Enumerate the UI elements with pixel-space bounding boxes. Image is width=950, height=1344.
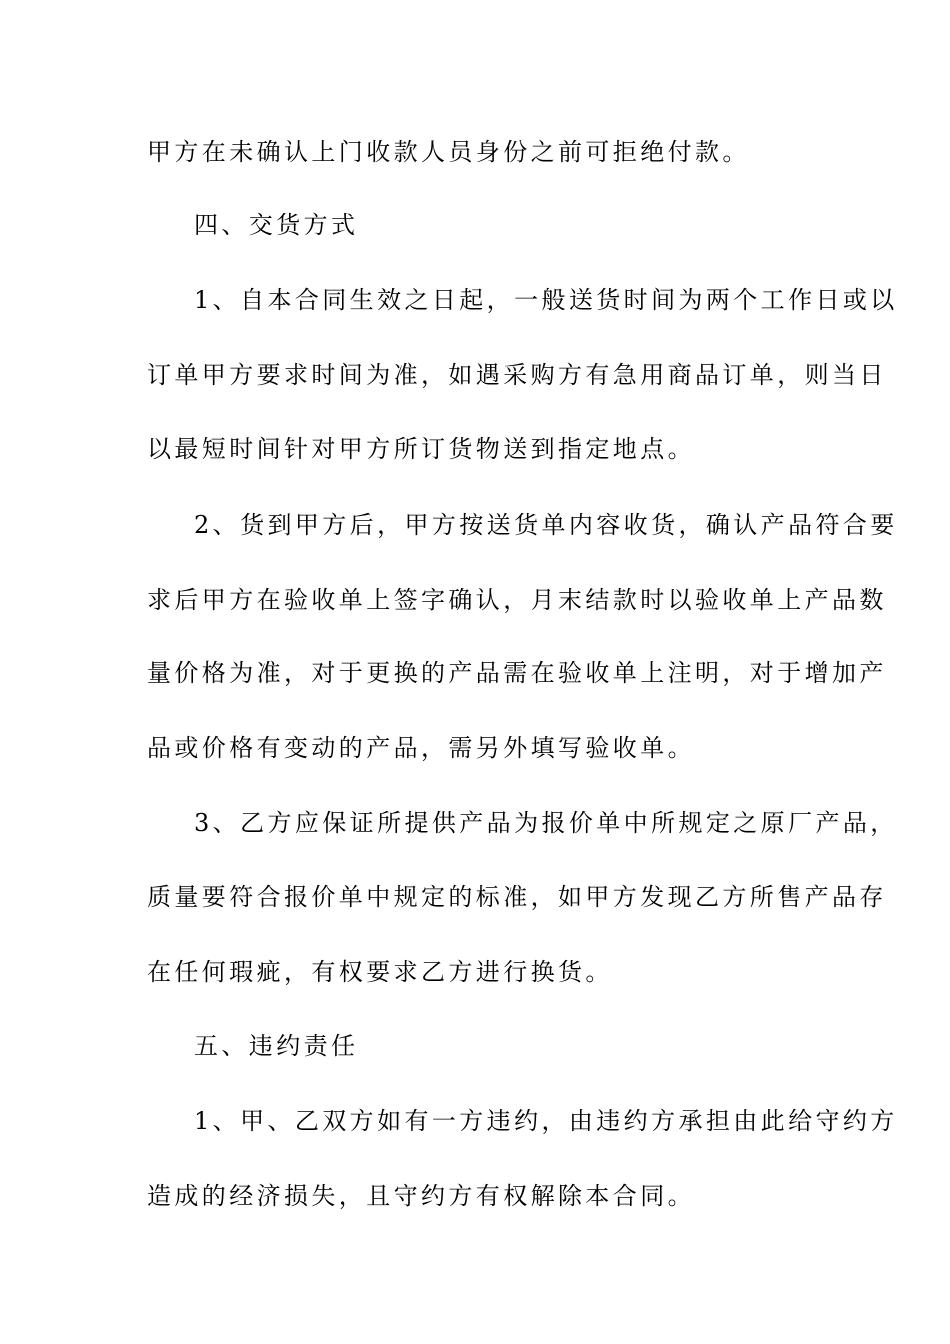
paragraph-line: 品或价格有变动的产品，需另外填写验收单。: [147, 734, 695, 762]
paragraph-line: 求后甲方在验收单上签字确认，月末结款时以验收单上产品数: [147, 586, 887, 614]
paragraph-line: 3、乙方应保证所提供产品为报价单中所规定之原厂产品，: [194, 809, 898, 837]
paragraph-line: 在任何瑕疵，有权要求乙方进行换货。: [147, 958, 613, 986]
paragraph-line: 甲方在未确认上门收款人员身份之前可拒绝付款。: [147, 138, 750, 166]
section-heading: 五、违约责任: [194, 1032, 359, 1060]
paragraph-line: 造成的经济损失，且守约方有权解除本合同。: [147, 1182, 695, 1210]
paragraph-line: 质量要符合报价单中规定的标准，如甲方发现乙方所售产品存: [147, 883, 887, 911]
paragraph-line: 量价格为准，对于更换的产品需在验收单上注明，对于增加产: [147, 659, 887, 687]
paragraph-line: 1、自本合同生效之日起，一般送货时间为两个工作日或以: [194, 286, 898, 314]
paragraph-line: 订单甲方要求时间为准，如遇采购方有急用商品订单，则当日: [147, 361, 887, 389]
paragraph-line: 以最短时间针对甲方所订货物送到指定地点。: [147, 435, 695, 463]
paragraph-line: 2、货到甲方后，甲方按送货单内容收货，确认产品符合要: [194, 511, 898, 539]
section-heading: 四、交货方式: [194, 211, 359, 239]
paragraph-line: 1、甲、乙双方如有一方违约，由违约方承担由此给守约方: [194, 1107, 898, 1135]
